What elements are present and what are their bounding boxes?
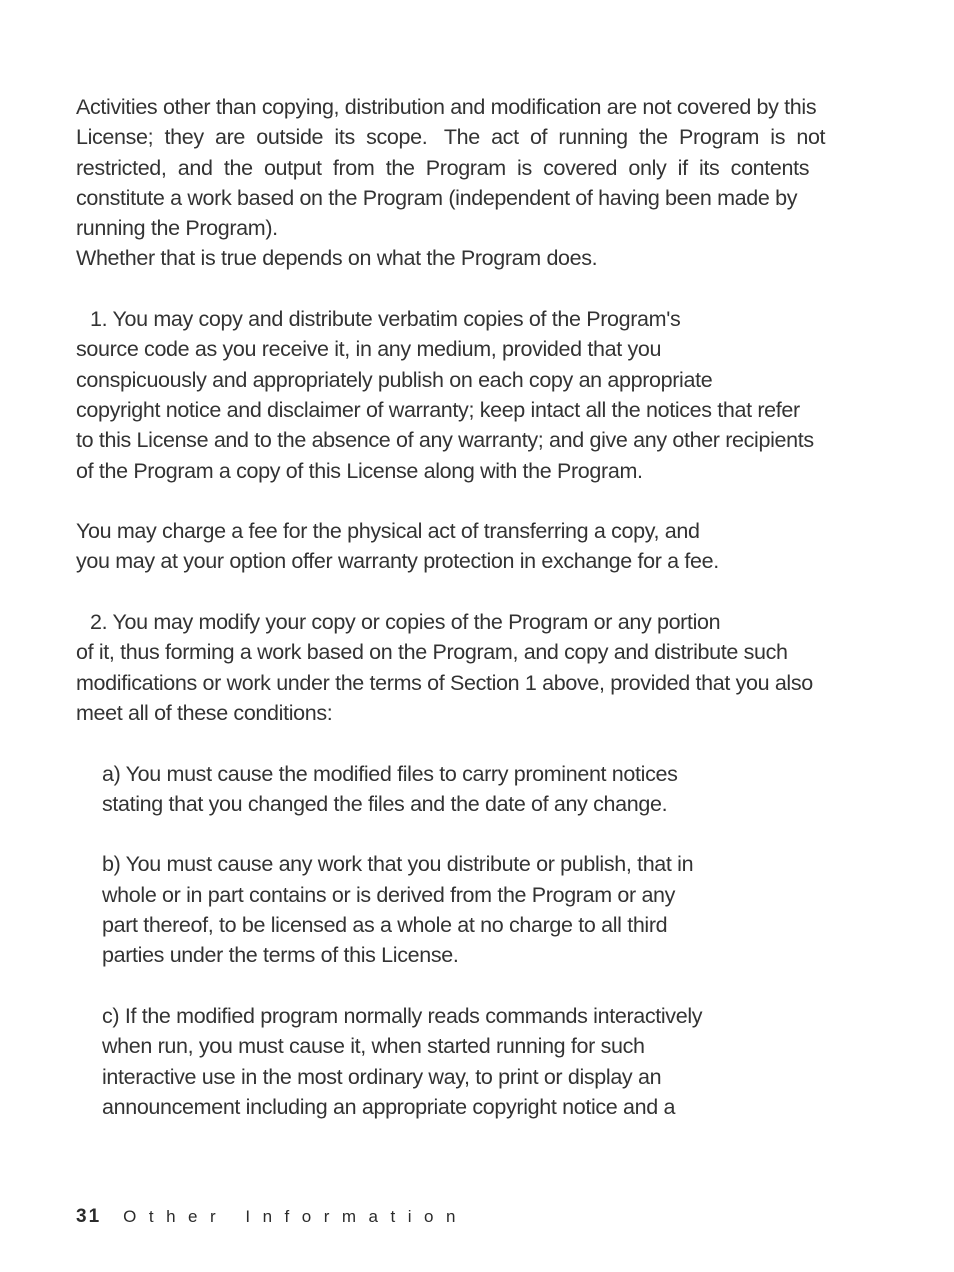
text-line: when run, you must cause it, when started running for such <box>102 1034 645 1059</box>
text-line: copyright notice and disclaimer of warranty; keep intact all the notices that refer <box>76 397 800 422</box>
text-line: to this License and to the absence of any warranty; and give any other recipients <box>76 428 814 453</box>
paragraph-fee <box>76 516 858 577</box>
condition-c <box>76 1001 858 1122</box>
paragraph-spacer <box>76 274 858 304</box>
section-1 <box>76 304 858 486</box>
document-body <box>76 92 858 1122</box>
paragraph-spacer <box>76 486 858 516</box>
text-line: conspicuously and appropriately publish on each copy an appropriate <box>76 367 713 392</box>
paragraph-spacer <box>76 971 858 1001</box>
text-line: stating that you changed the files and the date of any change. <box>102 791 668 816</box>
text-line: announcement including an appropriate copyright notice and a <box>102 1094 676 1119</box>
condition-a <box>76 759 858 820</box>
text-line: whole or in part contains or is derived from the Program or any <box>102 882 676 907</box>
section-label: Other Information <box>123 1207 468 1226</box>
text-line: License; they are outside its scope. The act of running the Program is not <box>76 125 826 150</box>
page-footer <box>76 1203 468 1231</box>
text-line: interactive use in the most ordinary way, to print or display an <box>102 1064 662 1089</box>
paragraph-activities <box>76 92 858 274</box>
text-line: part thereof, to be licensed as a whole at no charge to all third <box>102 913 668 938</box>
text-line: modifications or work under the terms of Section 1 above, provided that you also <box>76 670 813 695</box>
text-line: you may at your option offer warranty protection in exchange for a fee. <box>76 549 719 574</box>
text-line: restricted, and the output from the Program is covered only if its contents <box>76 155 810 180</box>
condition-b <box>76 849 858 970</box>
paragraph-spacer <box>76 819 858 849</box>
text-line: of it, thus forming a work based on the Program, and copy and distribute such <box>76 640 788 665</box>
text-line: parties under the terms of this License. <box>102 943 459 968</box>
text-line: of the Program a copy of this License along with the Program. <box>76 458 643 483</box>
text-line: b) You must cause any work that you distribute or publish, that in <box>102 852 694 877</box>
text-line: c) If the modified program normally reads commands interactively <box>102 1003 703 1028</box>
text-line: Whether that is true depends on what the Program does. <box>76 246 598 271</box>
text-line: 2. You may modify your copy or copies of the Program or any portion <box>90 610 721 635</box>
paragraph-spacer <box>76 577 858 607</box>
paragraph-spacer <box>76 728 858 758</box>
text-line: meet all of these conditions: <box>76 700 333 725</box>
text-line: Activities other than copying, distribution and modification are not covered by this <box>76 95 817 119</box>
text-line: source code as you receive it, in any medium, provided that you <box>76 337 662 362</box>
text-line: 1. You may copy and distribute verbatim copies of the Program's <box>90 307 681 332</box>
section-2 <box>76 607 858 728</box>
text-line: You may charge a fee for the physical act of transferring a copy, and <box>76 519 700 544</box>
page-number: 31 <box>76 1206 102 1227</box>
text-line: constitute a work based on the Program (independent of having been made by <box>76 185 798 210</box>
text-line: a) You must cause the modified files to carry prominent notices <box>102 761 678 786</box>
text-line: running the Program). <box>76 216 278 241</box>
